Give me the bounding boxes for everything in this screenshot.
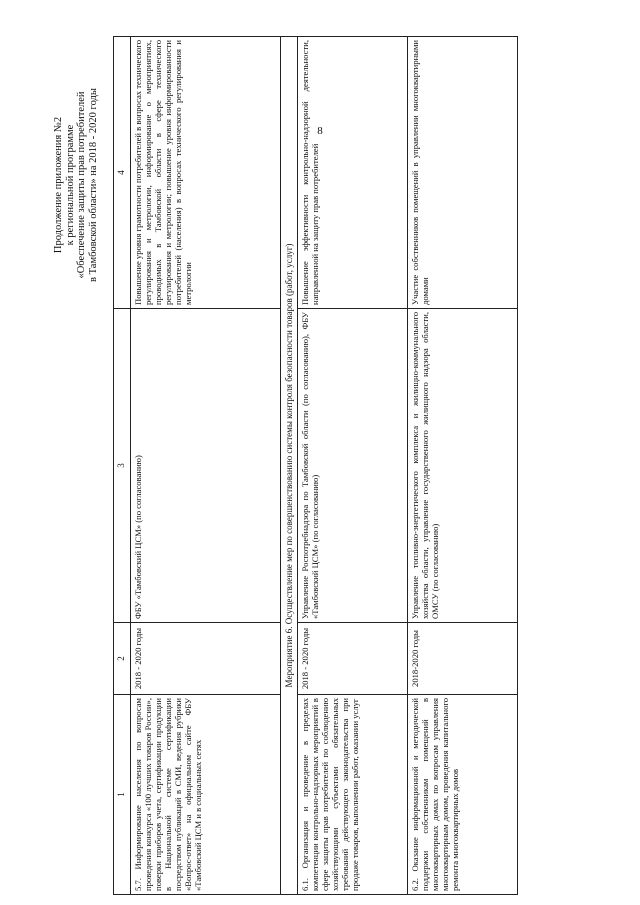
header-line-3: «Обеспечение защиты прав потребителей — [76, 91, 87, 279]
measure-cell: 6.1. Организация и проведение в пределах компетенции контрольно-надзорных мероприятий в сфере защиты прав потребителей по соблюдению хозяйствующими субъектами обязательных требований действующего законодательства при продаже товаров, выполнении работ, оказании услуг — [298, 695, 408, 895]
header-line-1: Продолжение приложения №2 — [53, 116, 64, 254]
rotated-page — [25, 35, 605, 895]
executor-cell: Управление Роспотребнадзора по Тамбовской области (по согласованию), ФБУ «Тамбовский ЦСМ» (по согласованию) — [298, 309, 408, 623]
column-number: 1 — [114, 695, 131, 895]
column-number: 2 — [114, 623, 131, 695]
measure-cell: 6.2. Оказание информационной и методической поддержки собственникам помещений в многоквартирных домах по вопросам управления многоквартирным домом, проведения капитального ремонта многоквартирных домов — [408, 695, 518, 895]
header-line-4: в Тамбовской области» на 2018 - 2020 годы — [87, 88, 99, 282]
column-number: 4 — [114, 37, 131, 309]
result-cell: Участие собственников помещений в управлении многоквартирными домами — [408, 37, 518, 309]
result-cell: Повышение эффективности контрольно-надзорной деятельности, направленной на защиту прав потребителей — [298, 37, 408, 309]
program-table — [113, 36, 518, 895]
term-cell: 2018-2020 годы — [408, 623, 518, 695]
table-row — [131, 37, 281, 895]
term-cell: 2018 - 2020 годы — [131, 623, 281, 695]
section-row — [281, 37, 298, 895]
measure-cell: 5.7. Информирование населения по вопросам проведения конкурса «100 лучших товаров России», поверки приборов учета, сертификации продукции в Национальной системе сертификации посредством публикаций в СМИ, ведения рубрики «Вопрос-ответ» на официальном сайте ФБУ «Тамбовский ЦСМ и в социальных сетях — [131, 695, 281, 895]
table-row — [408, 37, 518, 895]
executor-cell: ФБУ «Тамбовский ЦСМ» (по согласованию) — [131, 309, 281, 623]
executor-cell: Управление топливно-энергетического комплекса и жилищно-коммунального хозяйства области, управление государственного жилищного надзора области, ОМСУ (по согласованию) — [408, 309, 518, 623]
page-number: 8 — [317, 125, 323, 137]
result-cell: Повышение уровня грамотности потребителей в вопросах технического регулирования и метрологии, информирование о мероприятиях, проводимых в Тамбовской области в сфере технического регулирования и метрологии; повышение уровня информированности потребителей (населения) в вопросах технического регулирования и метрологии — [131, 37, 281, 309]
column-number: 3 — [114, 309, 131, 623]
column-number-row — [114, 37, 131, 895]
term-cell: 2018 - 2020 годы — [298, 623, 408, 695]
table-row — [298, 37, 408, 895]
section-title: Мероприятие 6. Осуществление мер по совершенствованию системы контроля безопасности товаров (работ, услуг) — [281, 37, 298, 895]
appendix-header — [53, 35, 99, 335]
header-line-2: к региональной программе — [64, 124, 76, 246]
